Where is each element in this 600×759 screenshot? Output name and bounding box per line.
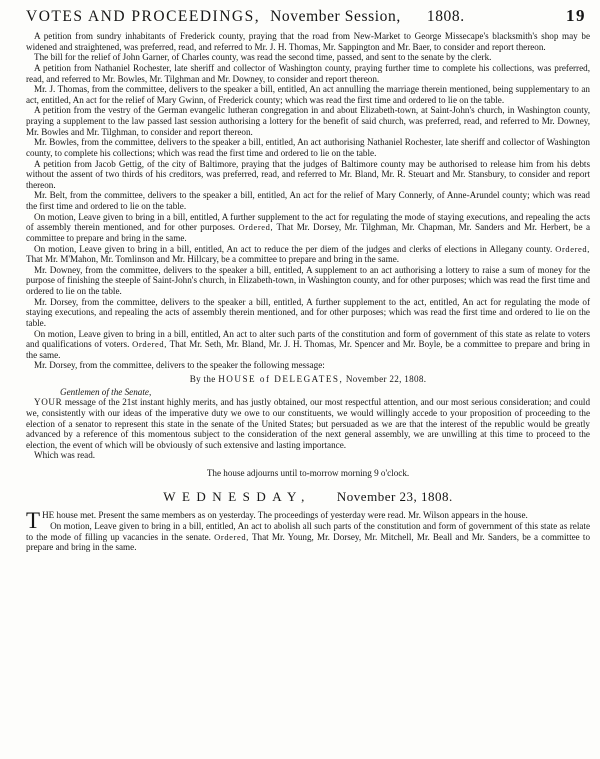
- page-header: [26, 6, 590, 27]
- paragraph-executions-bill: Mr. Dorsey, from the committee, delivers to the speaker a bill, entitled, A further supplement to the act, entitled, An act for regulating the mode of staying executions, and repealing the acts of assembly therein mentioned, and for other purposes; which was read the first time and ordered to lie on the table.: [26, 296, 590, 328]
- message-date: November 22, 1808.: [345, 374, 427, 384]
- motion-text: On motion, Leave given to bring in a bill, entitled, An act to abolish all such parts of the constitution and form of government of this state as relate to the mode of filling up vacancies in the senate.: [26, 520, 590, 542]
- drop-cap: T: [26, 508, 41, 534]
- paragraph-connerly-bill: Mr. Belt, from the committee, delivers to the speaker a bill, entitled, An act for the relief of Mary Connerly, of Anne-Arundel county; which was read the first time and ordered to lie on the table.: [26, 190, 590, 211]
- message-by-the: By the: [189, 374, 216, 384]
- motion-text: On motion, Leave given to bring in a bill, entitled, An act to reduce the per diem of the judges and clerks of elections in Allegany county.: [34, 243, 553, 254]
- day-heading: [26, 488, 590, 504]
- motion-text: On motion, Leave given to bring in a bill, entitled, A further supplement to the act for regulating the mode of staying executions, and repealing the acts of assembly therein mentioned, and for other purposes.: [26, 211, 590, 233]
- message-lead-word: YOUR: [34, 397, 63, 408]
- committee-text: That Mr. Seth, Mr. Bland, Mr. J. H. Thomas, Mr. Spencer and Mr. Boyle, be a committee to prepare and bring in the same.: [26, 339, 590, 360]
- message-dateline: [26, 374, 590, 385]
- committee-text: That Mr. Dorsey, Mr. Tilghman, Mr. Chapman, Mr. Sanders and Mr. Herbert, be a committee to prepare and bring in the same.: [26, 222, 591, 243]
- message-which-was-read: Which was read.: [34, 450, 96, 461]
- message-body: [26, 397, 590, 450]
- committee-text: That Mr. Young, Mr. Dorsey, Mr. Mitchell, Mr. Beall and Mr. Sanders, be a committee to prepare and bring in the same.: [26, 531, 591, 553]
- paragraph-rochester-bill: Mr. Bowles, from the committee, delivers to the speaker a bill, entitled, An act authorising Nathaniel Rochester, late sheriff and collector of Washington county, to complete his collections; which was read the first time and ordered to lie on the table.: [26, 137, 590, 158]
- motion-text: On motion, Leave given to bring in a bill, entitled, An act to alter such parts of the constitution and form of government of this state as relate to voters and qualifications of voters.: [26, 328, 590, 350]
- paragraph-lutheran-petition: A petition from the vestry of the German evangelic lutheran congregation in and about Elizabeth-town, at Saint-John's church, in Washington county, praying a supplement to the law passed last session authorising a lottery for the benefit of said church, was preferred, read, and referred to Mr. Downey, Mr. Bowles and Mr. Tilghman, to consider and report thereon.: [26, 105, 590, 137]
- committee-text: That Mr. M'Mahon, Mr. Tomlinson and Mr. Hillcary, be a committee to prepare and bring in the same.: [26, 254, 400, 265]
- adjournment-line: The house adjourns until to-morrow morning 9 o'clock.: [206, 468, 410, 478]
- header-year: 1808.: [426, 8, 465, 25]
- paragraph-dorsey-message: Mr. Dorsey, from the committee, delivers to the speaker the following message:: [34, 360, 325, 371]
- paragraph-executions-motion: [26, 212, 590, 244]
- day-name: WEDNESDAY,: [163, 488, 311, 504]
- message-body-text: message of the 21st instant highly merits, and has justly obtained, our most respectful attention, and our most serious consideration; and could we, consistently with our ideas of the imperative duty we owe to our constituents, we would willingly accede to your proposition of proceeding to the election of a senator to represent this state in the senate of the United States; but persuaded as we are that the interest of the republic would be greatly advanced by a reference of this momentous subject to the consideration of the next general assembly, we are unwilling at this time to proceed to the election, the event of which will be obviously of such extensive and lasting importance.: [26, 397, 591, 450]
- paragraph-gettig-petition: A petition from Jacob Gettig, of the city of Baltimore, praying that the judges of Baltimore county may be authorised to release him from his debts without the assent of two thirds of his creditors, was preferred, read, and referred to Mr. Bland, Mr. R. Steuart and Mr. Stansbury, to consider and report thereon.: [26, 158, 590, 190]
- message-house: HOUSE of DELEGATES,: [218, 374, 344, 384]
- paragraph-garner-bill: The bill for the relief of John Garner, of Charles county, was read the second time, passed, and sent to the senate by the clerk.: [34, 52, 492, 63]
- journal-body: [26, 31, 590, 553]
- ordered-label: Ordered,: [214, 531, 249, 542]
- ordered-label: Ordered,: [132, 339, 167, 350]
- paragraph-constitution-motion: [26, 329, 590, 361]
- paragraph-gwinn-bill: Mr. J. Thomas, from the committee, delivers to the speaker a bill, entitled, An act annulling the marriage therein mentioned, being supplementary to an act, entitled, An act for the relief of Mary Gwinn, of Frederick county; which was read the first time and ordered to lie on the table.: [26, 84, 590, 105]
- ordered-label: Ordered,: [555, 243, 591, 254]
- header-title: VOTES AND PROCEEDINGS,: [26, 8, 261, 25]
- paragraph-allegany-motion: [26, 244, 590, 265]
- paragraph-rochester-petition: A petition from Nathaniel Rochester, late sheriff and collector of Washington county, praying further time to complete his collections, was preferred, read, and referred to Mr. Bowles, Mr. Tilghman and Mr. Downey, to consider and report thereon.: [26, 62, 590, 84]
- paragraph-vacancies-motion: [26, 521, 590, 553]
- message-salutation: Gentlemen of the Senate,: [60, 386, 152, 397]
- ordered-label: Ordered,: [238, 222, 274, 233]
- day-date: November 23, 1808.: [336, 488, 453, 504]
- header-session: November Session,: [270, 8, 401, 25]
- page-number: 19: [566, 6, 586, 25]
- house-met-text: HE house met. Present the same members as on yesterday. The proceedings of yesterday were read. Mr. Wilson appears in the house.: [42, 510, 528, 521]
- paragraph-new-market-road: A petition from sundry inhabitants of Frederick county, praying that the road from New-Market to George Missecape's blacksmith's shop may be widened and straightened, was preferred, read, and referred to Mr. J. H. Thomas, Mr. Sappington and Mr. Baer, to consider and report thereon.: [26, 31, 590, 52]
- paragraph-steeple-lottery-bill: Mr. Downey, from the committee, delivers to the speaker a bill, entitled, A supplement to an act authorising a lottery to raise a sum of money for the purpose of finishing the steeple of Saint-John's church, in Elizabeth-town, in Washington county, and for other purposes; which was read the first time and ordered to lie on the table.: [26, 264, 590, 296]
